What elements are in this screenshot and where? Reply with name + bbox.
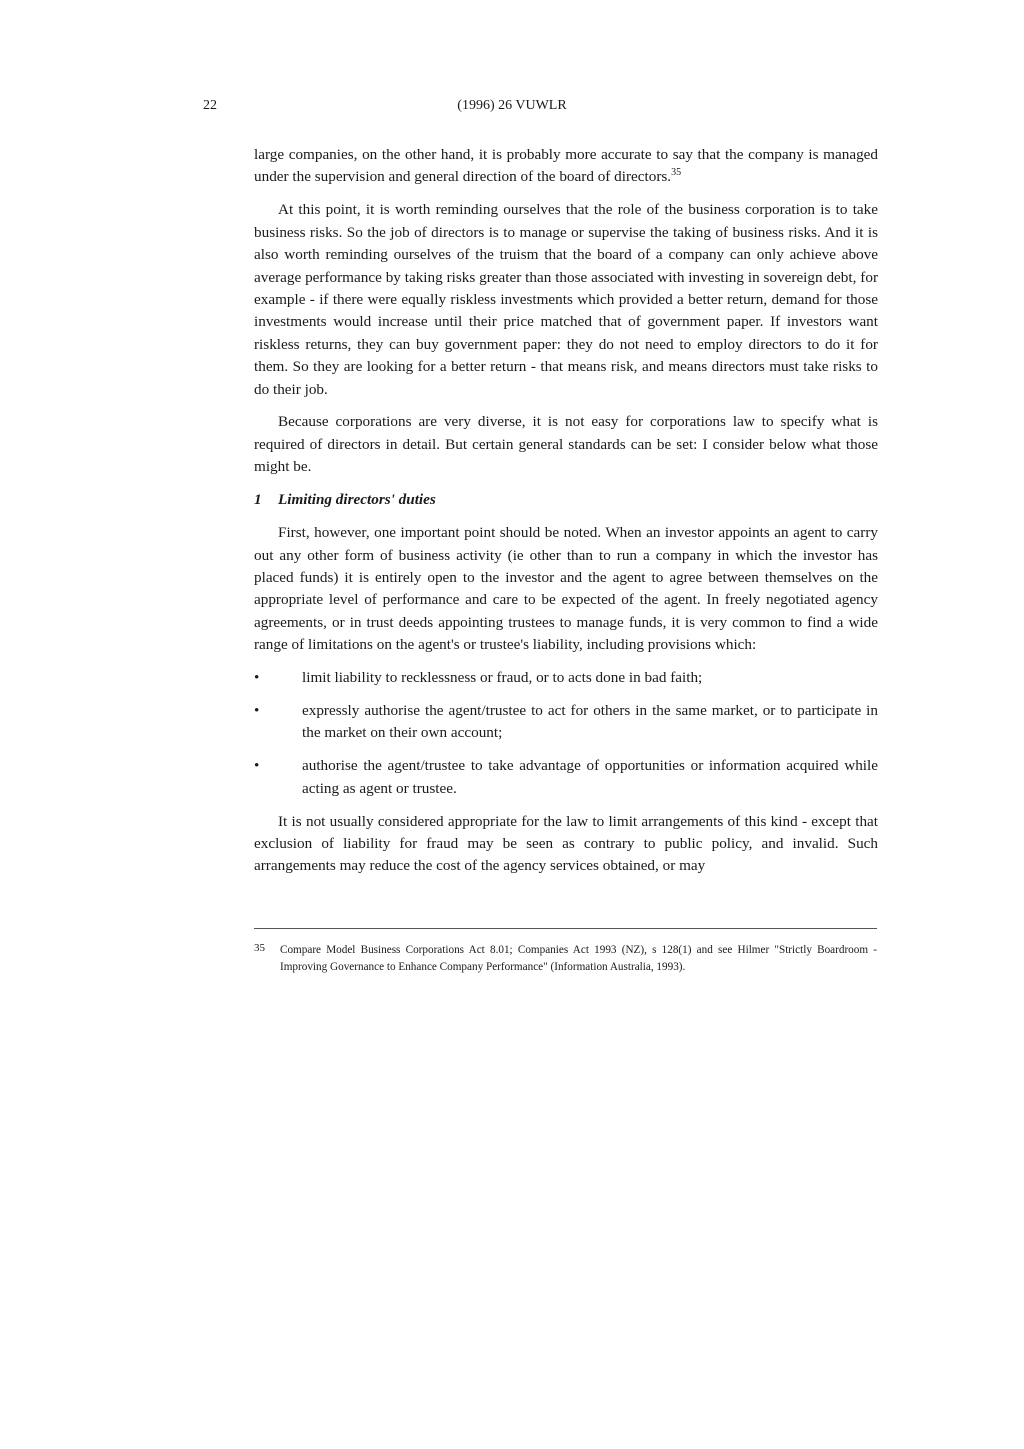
list-item-text: limit liability to recklessness or fraud, or to acts done in bad faith; <box>302 669 703 687</box>
bullet-icon: • <box>254 757 260 775</box>
paragraph: It is not usually considered appropriate for the law to limit arrangements of this kind - except that exclusion of liability for fraud may be seen as contrary to public policy, and invalid. Such arrangements may reduce the cost of the agency services obtained, or may <box>254 812 878 875</box>
paragraph-text: large companies, on the other hand, it is probably more accurate to say that the company is managed under the supervision and general direction of the board of directors. <box>254 146 878 186</box>
list-item <box>254 755 878 800</box>
page-number: 22 <box>203 98 217 113</box>
body-text <box>254 144 878 888</box>
section-number: 1 <box>254 491 262 509</box>
bullet-list <box>254 667 878 800</box>
list-item <box>254 700 878 745</box>
paragraph: First, however, one important point should be noted. When an investor appoints an agent to carry out any other form of business activity (ie other than to run a company in which the investor has placed funds) it is entirely open to the investor and the agent to agree between themselves on the appropriate level of performance and care to be expected of the agent. In freely negotiated agency agreements, or in trust deeds appointing trustees to manage funds, it is very common to find a wide range of limitations on the agent's or trustee's liability, including provisions which: <box>254 524 878 654</box>
bullet-icon: • <box>254 701 260 719</box>
list-item <box>254 667 878 689</box>
running-head: (1996) 26 VUWLR <box>457 98 567 113</box>
bullet-icon: • <box>254 669 260 687</box>
footnote <box>254 942 877 976</box>
footnote-divider <box>254 928 877 929</box>
section-heading <box>254 489 878 511</box>
paragraph: Because corporations are very diverse, it is not easy for corporations law to specify what is required of directors in detail. But certain general standards can be set: I consider below what those might be. <box>254 413 878 476</box>
list-item-text: expressly authorise the agent/trustee to act for others in the same market, or to participate in the market on their own account; <box>302 701 878 742</box>
list-item-text: authorise the agent/trustee to take advantage of opportunities or information acquired while acting as agent or trustee. <box>302 757 878 797</box>
paragraph: At this point, it is worth reminding ourselves that the role of the business corporation is to take business risks. So the job of directors is to manage or supervise the taking of business risks. And it is also worth reminding ourselves of the truism that the board of a company can only achieve above average performance by taking risks greater than those associated with investing in sovereign debt, for example - if there were equally riskless investments which provided a better return, demand for those investments would increase until their price matched that of government paper. If investors want riskless returns, they can buy government paper: they do not need to employ directors to do it for them. So they are looking for a better return - that means risk, and means directors must take risks to do their job. <box>254 201 878 398</box>
paragraph <box>254 144 878 189</box>
section-title: Limiting directors' duties <box>278 491 436 509</box>
footnote-number: 35 <box>254 942 265 954</box>
footnote-reference[interactable]: 35 <box>671 167 682 179</box>
footnote-text: Compare Model Business Corporations Act 8.01; Companies Act 1993 (NZ), s 128(1) and see Hilmer "Strictly Boardroom - Improving Governance to Enhance Company Performance" (Information Australia, 1993). <box>280 944 877 973</box>
